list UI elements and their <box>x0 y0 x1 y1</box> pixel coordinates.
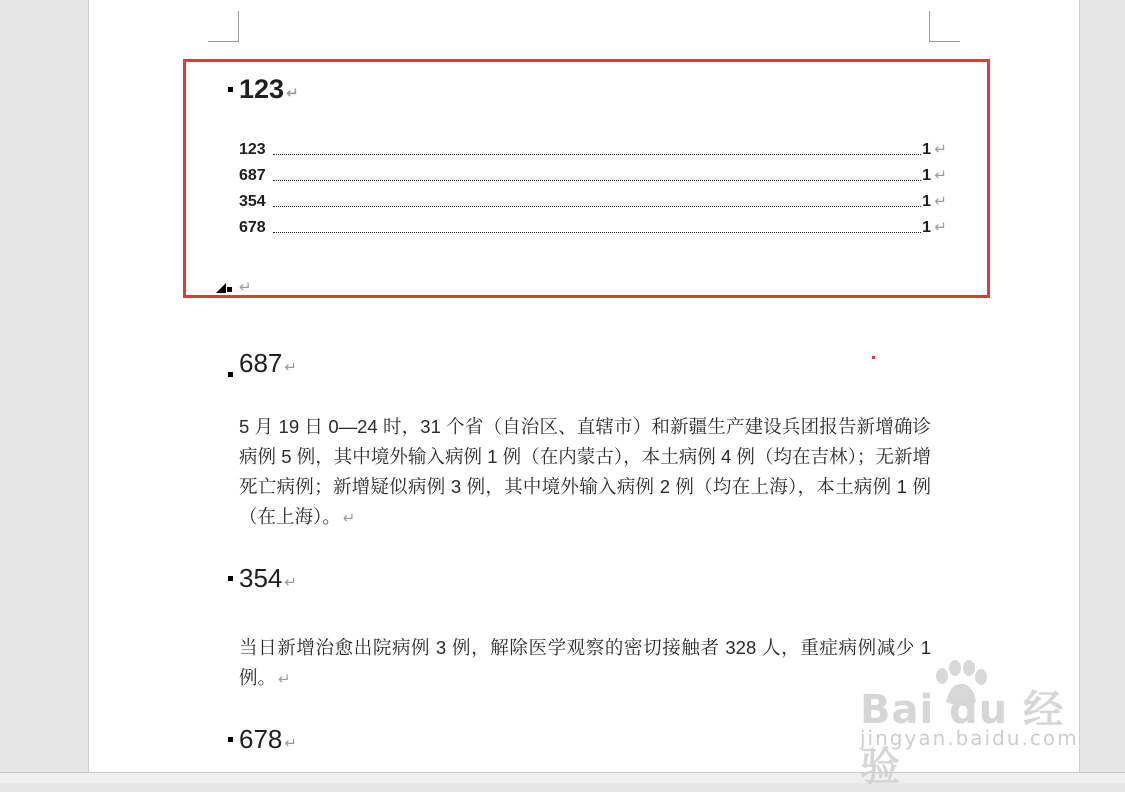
section-heading[interactable] <box>239 722 297 761</box>
toc-entry-label: 123 <box>239 141 266 158</box>
paragraph-mark: ↵ <box>286 85 299 102</box>
toc-entry-page: 1 <box>922 219 931 236</box>
paragraph-mark: ↵ <box>934 219 947 236</box>
section-body-text: 当日新增治愈出院病例 3 例，解除医学观察的密切接触者 328 人，重症病例减少 1 例。 <box>239 637 931 688</box>
paragraph-mark: ↵ <box>284 359 297 376</box>
red-dot-marker <box>872 356 875 359</box>
paragraph-mark: ↵ <box>278 671 291 688</box>
paragraph-mark: ↵ <box>934 167 947 184</box>
section-body[interactable] <box>239 633 931 695</box>
toc-entry-label: 678 <box>239 219 266 236</box>
toc-entry-page: 1 <box>922 141 931 158</box>
paragraph-mark: ↵ <box>239 279 252 296</box>
section-heading-text: 687 <box>239 348 283 378</box>
paragraph-mark: ↵ <box>342 510 356 527</box>
crop-mark-top-left <box>208 11 239 42</box>
heading-bullet-marker <box>228 372 233 377</box>
crop-mark-top-right <box>929 11 960 42</box>
section-body-text: 5 月 19 日 0—24 时，31 个省（自治区、直辖市）和新疆生产建设兵团报告新增确诊病例 5 例，其中境外输入病例 1 例（在内蒙古），本土病例 4 例（均在吉林）；无新增死亡病例；新增疑似病例 3 例，其中境外输入病例 2 例（均在上海），本土病例 1 例（在上海）。 <box>239 416 931 527</box>
section-body[interactable] <box>239 412 931 534</box>
toc-heading-text: 123 <box>239 74 285 104</box>
heading-bullet-marker <box>228 737 233 742</box>
paragraph-mark: ↵ <box>934 193 947 210</box>
document-page[interactable] <box>88 0 1080 772</box>
section-heading-text: 678 <box>239 724 283 754</box>
baidu-watermark <box>860 660 1079 790</box>
toc-highlight-box <box>183 59 990 298</box>
paragraph-mark: ↵ <box>934 141 947 158</box>
watermark-url-text: jingyan.baidu.com <box>860 726 1079 750</box>
paragraph-mark: ↵ <box>284 735 297 752</box>
section-heading[interactable] <box>239 346 297 385</box>
toc-entry-label: 354 <box>239 193 266 210</box>
watermark-brand-text: Bai du 经验 <box>860 687 1065 790</box>
heading-bullet-marker <box>228 576 233 581</box>
toc-entry-page: 1 <box>922 167 931 184</box>
section-heading-text: 354 <box>239 563 283 593</box>
section-heading[interactable] <box>239 561 297 600</box>
paragraph-mark: ↵ <box>284 574 297 591</box>
toc-entry-label: 687 <box>239 167 266 184</box>
toc-entry-page: 1 <box>922 193 931 210</box>
